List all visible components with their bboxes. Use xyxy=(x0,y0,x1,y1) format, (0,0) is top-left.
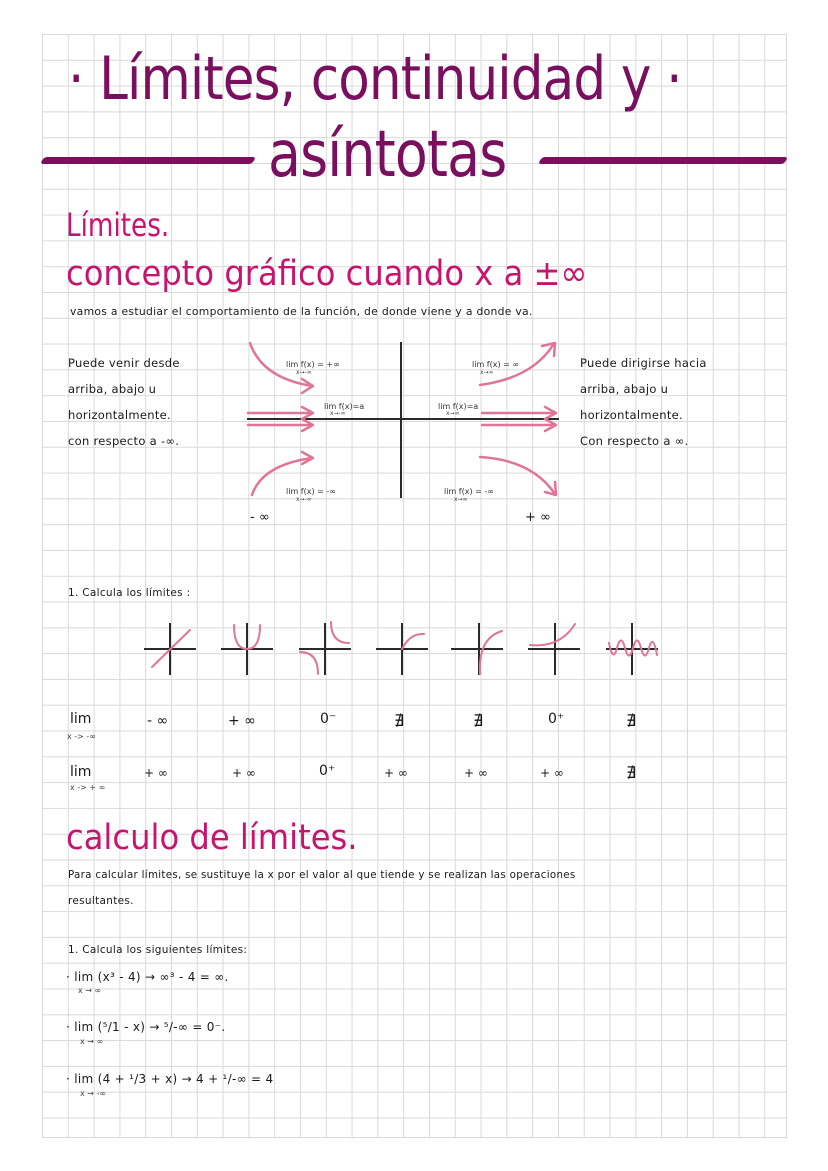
exercise2-item: · lim (4 + ¹/3 + x) → 4 + ¹/-∞ = 4 xyxy=(66,1072,274,1086)
right-note-line: Puede dirigirse hacia xyxy=(580,356,707,370)
section2-body-line1: Para calcular límites, se sustituye la x por el valor al que tiende y se realizan las operaciones xyxy=(68,869,576,881)
left-note-line: arriba, abajo u xyxy=(68,382,157,396)
left-note-line: con respecto a -∞. xyxy=(68,434,180,448)
limit-label-right-top: lim f(x) = ∞ xyxy=(472,360,520,369)
limit-sub-left-mid: x→-∞ xyxy=(330,410,346,417)
result-cell: 0⁻ xyxy=(320,711,337,727)
result-cell: - ∞ xyxy=(147,713,169,729)
exercise2-prompt: 1. Calcula los siguientes límites: xyxy=(68,944,248,956)
exercise2-item-sub: x → ∞ xyxy=(80,1037,104,1046)
right-note-line: arriba, abajo u xyxy=(580,382,669,396)
left-note-line: horizontalmente. xyxy=(68,408,171,422)
limit-label-left-top: lim f(x) = +∞ xyxy=(286,360,340,369)
result-cell: ∄ xyxy=(626,763,637,782)
result-cell: 0⁺ xyxy=(319,763,336,779)
section2-body-line2: resultantes. xyxy=(68,895,134,907)
limit-sub-right-top: x→∞ xyxy=(480,369,494,376)
page-title-line2: asíntotas xyxy=(268,118,507,192)
intro-text: vamos a estudiar el comportamiento de la función, de donde viene y a donde va. xyxy=(70,305,533,318)
subheading-concepto-grafico: concepto gráfico cuando x a ±∞ xyxy=(66,254,588,294)
row-sub-x-plus-inf: x -> + ∞ xyxy=(70,783,106,792)
exercise2-item: · lim (x³ - 4) → ∞³ - 4 = ∞. xyxy=(66,970,229,984)
page-title-line1: · Límites, continuidad y · xyxy=(68,44,682,114)
row-sub-x-minus-inf: x -> -∞ xyxy=(67,732,96,741)
row-label-lim: lim xyxy=(70,764,92,780)
result-cell: + ∞ xyxy=(464,766,488,780)
limit-sub-right-bot: x→∞ xyxy=(454,496,468,503)
limit-label-left-mid: lim f(x)=a xyxy=(324,402,365,411)
limit-sub-right-mid: x→∞ xyxy=(446,410,460,417)
axis-label-minus-infinity: - ∞ xyxy=(250,510,270,525)
section-heading-limites: Límites. xyxy=(66,206,170,244)
result-cell: + ∞ xyxy=(144,766,168,780)
result-cell: + ∞ xyxy=(228,713,256,729)
result-cell: + ∞ xyxy=(232,766,256,780)
exercise1-prompt: 1. Calcula los límites : xyxy=(68,587,191,599)
result-cell: ∄ xyxy=(394,711,405,730)
result-cell: 0⁺ xyxy=(548,711,565,727)
section-heading-calculo: calculo de límites. xyxy=(66,818,358,858)
limit-sub-left-top: x→-∞ xyxy=(296,369,312,376)
result-cell: ∄ xyxy=(626,711,637,730)
limit-label-right-bot: lim f(x) = -∞ xyxy=(444,487,494,496)
exercise2-item: · lim (⁵/1 - x) → ⁵/-∞ = 0⁻. xyxy=(66,1020,226,1034)
left-note-line: Puede venir desde xyxy=(68,356,180,370)
limit-label-left-bot: lim f(x) = -∞ xyxy=(286,487,336,496)
axis-label-plus-infinity: + ∞ xyxy=(525,510,551,525)
limit-sub-left-bot: x→-∞ xyxy=(296,496,312,503)
result-cell: ∄ xyxy=(473,711,484,730)
result-cell: + ∞ xyxy=(540,766,564,780)
exercise2-item-sub: x → -∞ xyxy=(80,1089,107,1098)
exercise2-item-sub: x → ∞ xyxy=(78,986,102,995)
right-note-line: horizontalmente. xyxy=(580,408,683,422)
row-label-lim: lim xyxy=(70,711,92,727)
right-note-line: Con respecto a ∞. xyxy=(580,434,689,448)
limit-label-right-mid: lim f(x)=a xyxy=(438,402,479,411)
result-cell: + ∞ xyxy=(384,766,408,780)
